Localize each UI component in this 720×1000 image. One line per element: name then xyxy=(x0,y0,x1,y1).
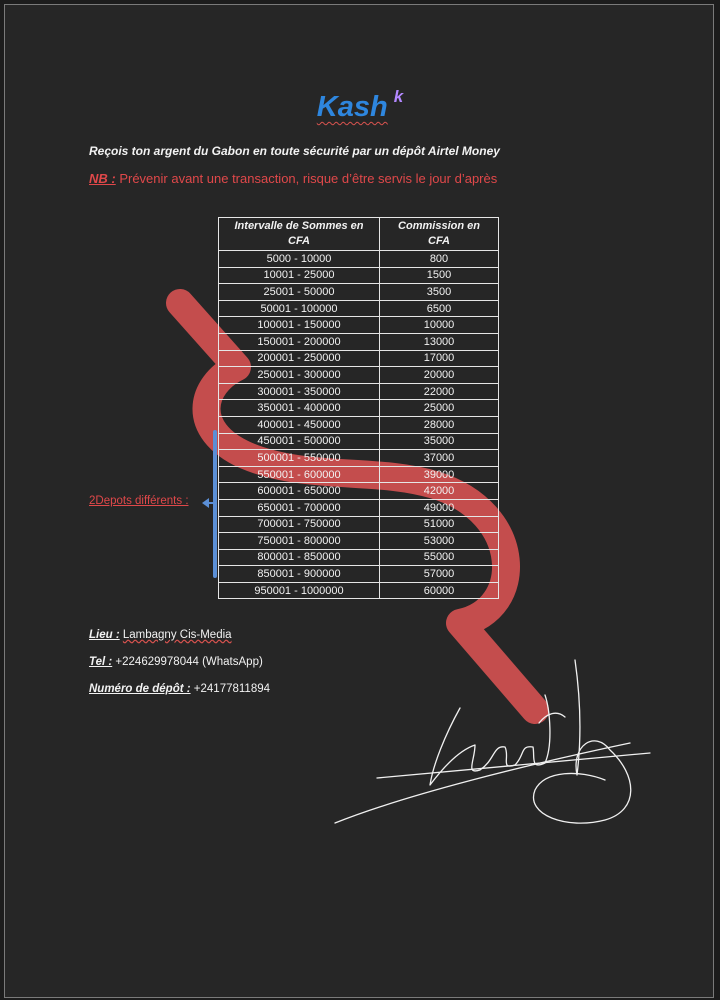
range-cell: 250001 - 300000 xyxy=(219,367,380,384)
range-cell: 25001 - 50000 xyxy=(219,284,380,301)
table-row xyxy=(219,549,499,566)
range-cell: 600001 - 650000 xyxy=(219,483,380,500)
tel-label: Tel : xyxy=(89,656,113,668)
table-row xyxy=(219,433,499,450)
range-cell: 300001 - 350000 xyxy=(219,383,380,400)
range-cell: 750001 - 800000 xyxy=(219,533,380,550)
contact-depot xyxy=(89,683,270,695)
range-cell: 500001 - 550000 xyxy=(219,450,380,467)
commission-cell: 10000 xyxy=(380,317,499,334)
range-cell: 850001 - 900000 xyxy=(219,566,380,583)
commission-cell: 28000 xyxy=(380,416,499,433)
document-page xyxy=(4,4,714,998)
commission-cell: 20000 xyxy=(380,367,499,384)
range-cell: 100001 - 150000 xyxy=(219,317,380,334)
commission-cell: 25000 xyxy=(380,400,499,417)
range-cell: 650001 - 700000 xyxy=(219,499,380,516)
page-title xyxy=(5,87,714,124)
range-cell: 200001 - 250000 xyxy=(219,350,380,367)
intro-text: Reçois ton argent du Gabon en toute sécurité par un dépôt Airtel Money xyxy=(89,144,500,158)
table-row xyxy=(219,566,499,583)
range-cell: 150001 - 200000 xyxy=(219,333,380,350)
table-row xyxy=(219,333,499,350)
range-cell: 950001 - 1000000 xyxy=(219,582,380,599)
range-cell: 450001 - 500000 xyxy=(219,433,380,450)
commission-cell: 51000 xyxy=(380,516,499,533)
commission-cell: 1500 xyxy=(380,267,499,284)
contact-tel xyxy=(89,656,263,668)
table-row xyxy=(219,582,499,599)
commission-cell: 60000 xyxy=(380,582,499,599)
table-row xyxy=(219,483,499,500)
commission-cell: 3500 xyxy=(380,284,499,301)
tel-value: +224629978044 (WhatsApp) xyxy=(115,656,263,668)
table-row xyxy=(219,516,499,533)
range-cell: 350001 - 400000 xyxy=(219,400,380,417)
table-row xyxy=(219,251,499,268)
commission-cell: 39000 xyxy=(380,466,499,483)
range-cell: 400001 - 450000 xyxy=(219,416,380,433)
commission-cell: 37000 xyxy=(380,450,499,467)
depot-value: +24177811894 xyxy=(193,683,271,695)
table-row xyxy=(219,367,499,384)
range-cell: 5000 - 10000 xyxy=(219,251,380,268)
contact-lieu xyxy=(89,629,232,641)
table-row xyxy=(219,300,499,317)
commission-cell: 35000 xyxy=(380,433,499,450)
commission-cell: 49000 xyxy=(380,499,499,516)
table-row xyxy=(219,267,499,284)
range-cell: 50001 - 100000 xyxy=(219,300,380,317)
commission-cell: 13000 xyxy=(380,333,499,350)
table-row xyxy=(219,317,499,334)
range-cell: 10001 - 25000 xyxy=(219,267,380,284)
title-main: Kash xyxy=(316,91,388,123)
commission-cell: 42000 xyxy=(380,483,499,500)
side-note: 2Depots différents : xyxy=(89,495,189,507)
range-cell: 800001 - 850000 xyxy=(219,549,380,566)
nb-label: NB : xyxy=(89,171,116,186)
commission-cell: 800 xyxy=(380,251,499,268)
commission-cell: 53000 xyxy=(380,533,499,550)
commission-cell: 55000 xyxy=(380,549,499,566)
table-row xyxy=(219,400,499,417)
lieu-label: Lieu : xyxy=(89,629,120,641)
header-commission: Commission en CFA xyxy=(380,218,499,251)
range-cell: 550001 - 600000 xyxy=(219,466,380,483)
commission-cell: 22000 xyxy=(380,383,499,400)
commission-table xyxy=(218,217,499,599)
table-row xyxy=(219,466,499,483)
commission-cell: 6500 xyxy=(380,300,499,317)
title-superscript: k xyxy=(393,87,404,106)
nb-text: Prévenir avant une transaction, risque d’être servis le jour d’après xyxy=(115,171,498,186)
table-row xyxy=(219,284,499,301)
header-range: Intervalle de Sommes en CFA xyxy=(219,218,380,251)
depot-label: Numéro de dépôt : xyxy=(89,683,191,695)
commission-cell: 17000 xyxy=(380,350,499,367)
range-cell: 700001 - 750000 xyxy=(219,516,380,533)
table-row xyxy=(219,383,499,400)
commission-cell: 57000 xyxy=(380,566,499,583)
table-row xyxy=(219,450,499,467)
table-row xyxy=(219,350,499,367)
table-header-row xyxy=(219,218,499,251)
nb-notice xyxy=(89,171,497,186)
lieu-value: Lambagny Cis-Media xyxy=(122,629,232,641)
table-row xyxy=(219,499,499,516)
table-row xyxy=(219,533,499,550)
table-row xyxy=(219,416,499,433)
